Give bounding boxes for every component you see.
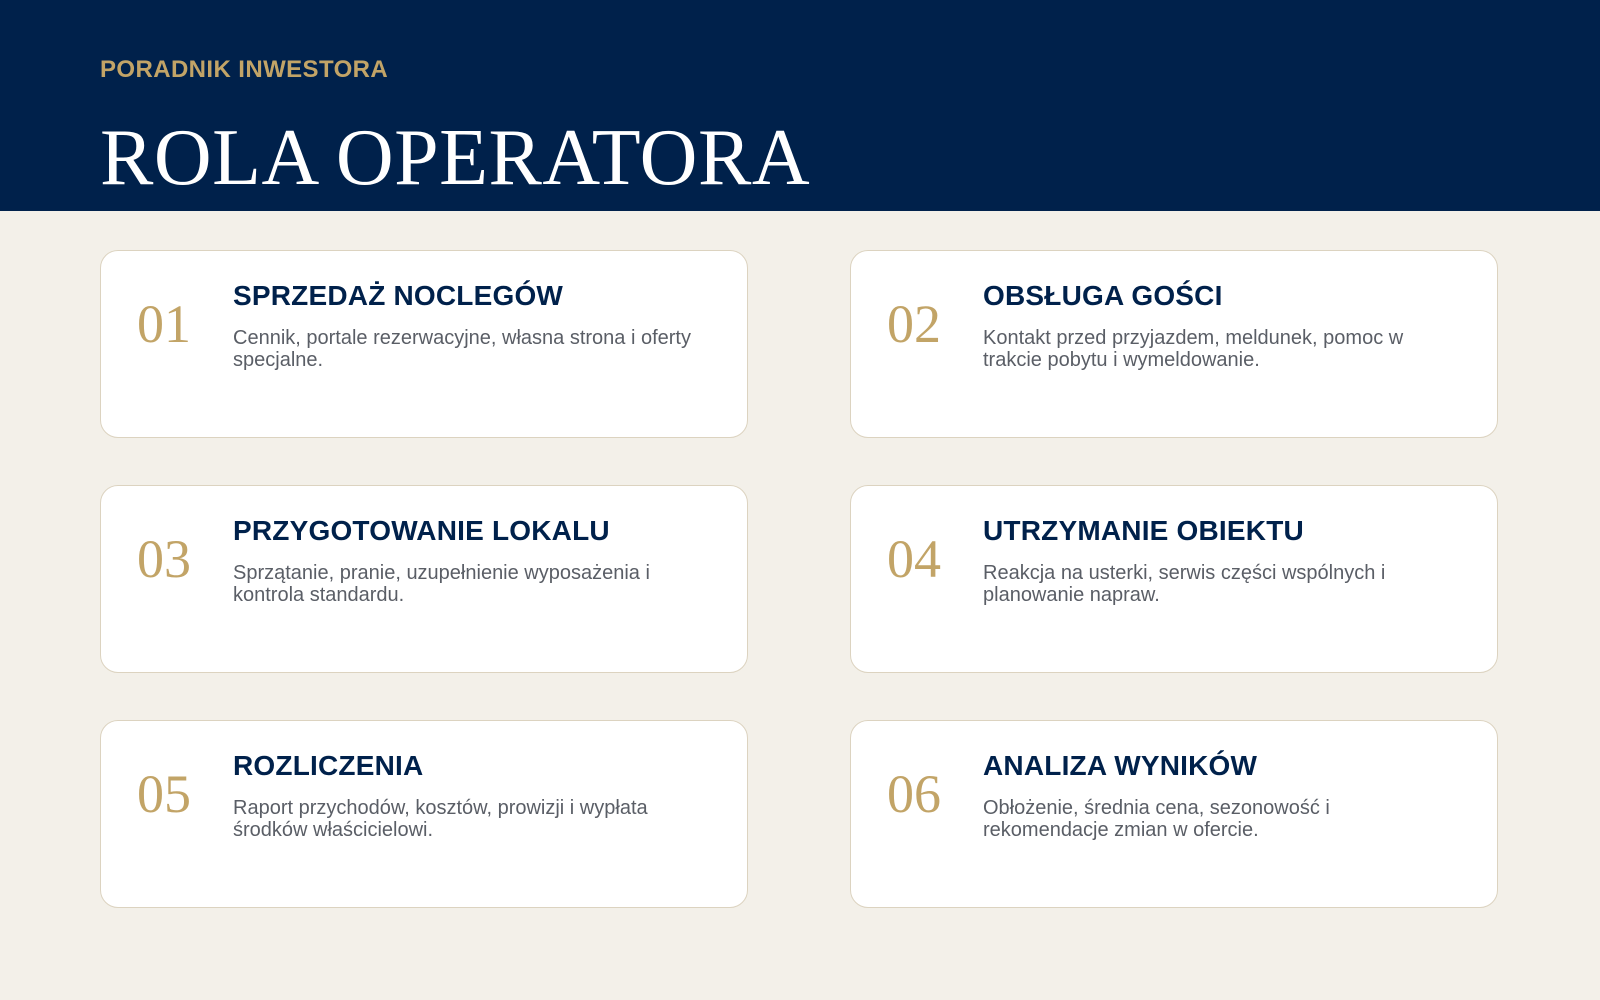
role-card [100, 485, 748, 673]
page-title: ROLA OPERATORA [100, 114, 811, 202]
card-description: Reakcja na usterki, serwis części wspólnych i planowanie napraw. [983, 562, 1386, 606]
role-card [100, 250, 748, 438]
header-eyebrow: PORADNIK INWESTORA [100, 56, 389, 83]
card-description: Raport przychodów, kosztów, prowizji i wypłata środków właścicielowi. [233, 797, 648, 841]
role-card [100, 720, 748, 908]
card-number: 03 [137, 529, 191, 589]
card-description: Obłożenie, średnia cena, sezonowość i rekomendacje zmian w ofercie. [983, 797, 1330, 841]
header-banner [0, 0, 1600, 211]
card-title: ANALIZA WYNIKÓW [983, 750, 1258, 781]
card-title: PRZYGOTOWANIE LOKALU [233, 515, 610, 546]
card-title: SPRZEDAŻ NOCLEGÓW [233, 280, 564, 311]
card-description: Sprzątanie, pranie, uzupełnienie wyposażenia i kontrola standardu. [233, 562, 650, 606]
card-description: Cennik, portale rezerwacyjne, własna strona i oferty specjalne. [233, 327, 691, 371]
card-title: OBSŁUGA GOŚCI [983, 280, 1223, 311]
card-description: Kontakt przed przyjazdem, meldunek, pomoc w trakcie pobytu i wymeldowanie. [983, 327, 1404, 371]
role-card [850, 720, 1498, 908]
card-number: 04 [887, 529, 941, 589]
card-title: UTRZYMANIE OBIEKTU [983, 515, 1304, 546]
card-number: 05 [137, 764, 191, 824]
role-card [850, 485, 1498, 673]
card-number: 06 [887, 764, 941, 824]
card-title: ROZLICZENIA [233, 750, 424, 781]
card-number: 01 [137, 294, 191, 354]
card-number: 02 [887, 294, 941, 354]
role-card [850, 250, 1498, 438]
